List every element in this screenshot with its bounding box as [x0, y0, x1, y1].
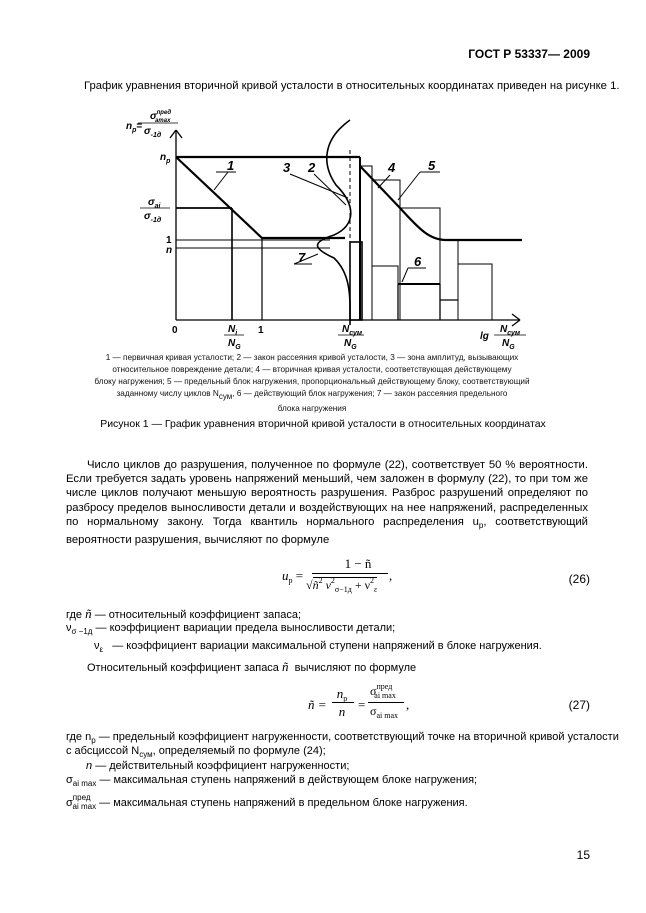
- svg-text:σпредamax: $\sigma^{пред}$ amax: [150, 110, 172, 124]
- document-header: ГОСТ Р 53337— 2009: [468, 47, 590, 61]
- x-tick-1: 1: [258, 325, 264, 336]
- equation-27: ñ =: [308, 697, 327, 712]
- curve-label-5: 5: [428, 158, 436, 173]
- x-tick-ni: $N_i$: [228, 324, 238, 337]
- body-paragraph: Число циклов до разрушения, полученное по формуле (22), соответствует 50 % вероятности. Если требуется задать уровень напряжений меньший, чем заложен в формулу (22), то при том же числе циклов получают меньшую вероятность разрушения. Разброс разрушений определяют по разбросу пределов выносливости детали и воздействующих на нее напряжений, распределенных по нормальному закону. Тогда квантиль нормального распределения $u_р$, соответствующий вероятности разрушения, вычисляют по формуле: [66, 459, 588, 547]
- where-item-n-tilde: где ñ — относительный коэффициент запаса;: [66, 606, 302, 621]
- eq27-frac2-den: $\sigma_{ai max}$: [370, 704, 399, 720]
- y-tick-1: 1: [166, 235, 172, 246]
- curve-label-2: 2: [308, 160, 316, 175]
- where-item-sigma-ai-pred: $\sigma^{пред}_{ai max}$ — максимальная ступень напряжений в предельном блоке нагружения.: [66, 793, 468, 811]
- primary-fatigue-curve: [176, 157, 345, 238]
- x-tick-0: 0: [172, 325, 178, 336]
- eq26-numerator: 1 − ñ: [344, 556, 372, 571]
- figure-caption: Рисунок 1 — График уравнения вторичной кривой усталости в относительных координатах: [100, 418, 546, 430]
- page-number: 15: [576, 848, 590, 862]
- curve-label-6: 6: [414, 254, 422, 269]
- y-tick-sai: $\sigma_{ai}$: [148, 197, 161, 210]
- where-item-n: n — действительный коэффициент нагруженности;: [86, 760, 350, 772]
- x-axis-label: lg: [480, 331, 489, 342]
- y-tick-np: $n_р$: [160, 152, 171, 165]
- equation-number-26: (26): [568, 572, 590, 586]
- where-item-np: где $n_р$ — предельный коэффициент нагруженности, соответствующий точке на вторичной кривой усталости: [66, 731, 619, 745]
- svg-text:Nсум: $N_{сум}$: [500, 324, 521, 337]
- eq26-fraction-bar: [312, 573, 388, 574]
- eq27-frac1-den: n: [338, 704, 346, 719]
- eq27-equals: =: [358, 697, 366, 712]
- intro-text: График уравнения вторичной кривой усталости в относительных координатах приведен на рисунке 1.: [84, 80, 620, 92]
- fatigue-curve-figure: [0, 0, 646, 352]
- svg-text:σ-1д: $\sigma_{-1д}$: [144, 126, 162, 139]
- eq26-denominator: $√ñ^2$ $\nu^2_{\sigma-1д} + \nu^2_\varepsilon$: [306, 576, 378, 594]
- formula-intro: Относительный коэффициент запаса ñ вычисляют по формуле: [87, 659, 417, 674]
- eq27-frac1-bar: [332, 702, 354, 703]
- eq27-frac2-bar: [368, 702, 404, 703]
- equation-26: $u_р$ =: [282, 568, 304, 585]
- curve-label-1: 1: [227, 158, 235, 173]
- svg-text:NG: $N_G$: [344, 338, 357, 351]
- where-item-sigma-ai: $\sigma_{ai max}$ — максимальная ступень напряжений в действующем блоке нагружения;: [66, 774, 478, 788]
- eq27-frac2-num: $\sigma^{пред}_{ai max}$: [370, 682, 396, 700]
- equation-number-27: (27): [568, 698, 590, 712]
- eq26-comma: ,: [389, 568, 393, 583]
- svg-text:NG: $N_G$: [228, 338, 241, 351]
- secondary-fatigue-curve: [360, 166, 522, 240]
- where-item-nu-sigma: $\nu_{\sigma -1д}$ — коэффициент вариации предела выносливости детали;: [66, 622, 396, 636]
- curve-label-3: 3: [283, 160, 291, 175]
- fatigue-scatter-curve: [318, 120, 351, 325]
- svg-text:NG: $N_G$: [502, 338, 515, 351]
- figure-legend: 1 — первичная кривая усталости; 2 — закон рассеяния кривой усталости, 3 — зона амплитуд, вызывающих относительное повреждение детали; 4 — вторичная кривая усталости, соответствующая действующему блоку нагружения; 5 — предельный блок нагружения, пропорциональный действующему блоку, соответствующий заданному числу циклов Nсум, 6 — действующий блок нагружения; 7 — закон рассеяния предельного блока нагружения: [94, 353, 530, 413]
- where-item-nu-eps: $\nu_\varepsilon$ — коэффициент вариации максимальной ступени напряжений в блоке нагружения.: [94, 640, 542, 654]
- x-tick-nsum: $N_{сум}$: [342, 324, 363, 337]
- eq27-comma: ,: [406, 697, 410, 712]
- where-item-np-cont: с абсциссой $N_{сум}$, определяемый по формуле (24);: [66, 745, 326, 759]
- curve-label-7: 7: [298, 250, 306, 265]
- eq27-frac1-num: $n_р$: [336, 686, 348, 703]
- y-tick-n: n: [166, 245, 173, 256]
- y-axis-label: $n_р=$: [126, 121, 143, 134]
- curve-label-4: 4: [388, 160, 396, 175]
- svg-text:σ-1д: $\sigma_{-1д}$: [144, 211, 162, 224]
